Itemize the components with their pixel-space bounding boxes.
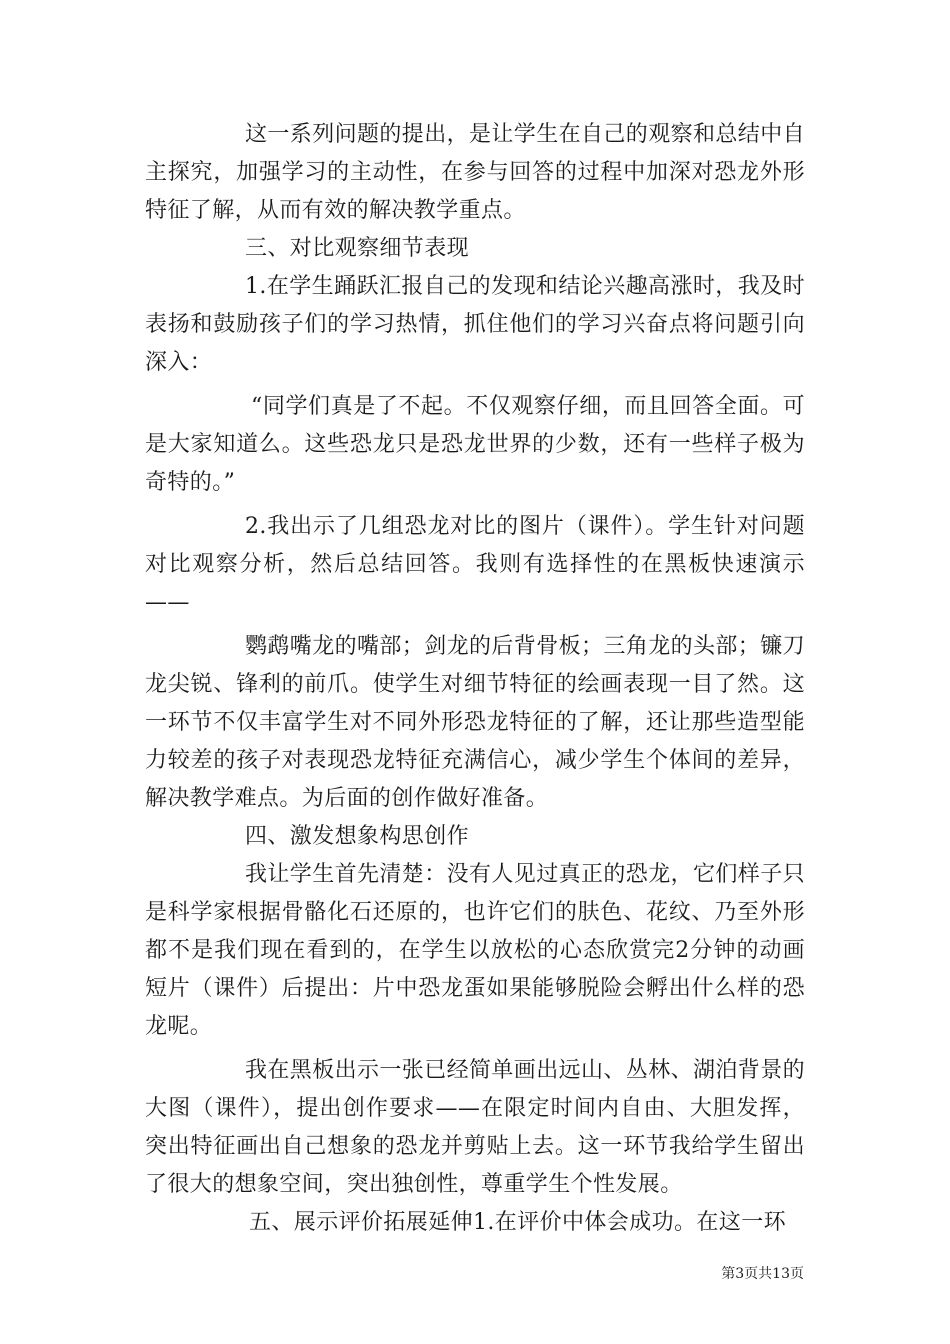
document-page	[145, 116, 805, 1242]
paragraph-imagination: 我让学生首先清楚：没有人见过真正的恐龙，它们样子只是科学家根据骨骼化石还原的，也许它们的肤色、花纹、乃至外形都不是我们现在看到的，在学生以放松的心态欣赏完2分钟的动画短片（课件）后提出：片中恐龙蛋如果能够脱险会孵出什么样的恐龙呢。	[145, 862, 806, 1039]
section-heading-3: 三、对比观察细节表现	[245, 236, 470, 261]
page-number-footer: 第3页共13页	[721, 1266, 804, 1282]
paragraph-quote: “同学们真是了不起。不仅观察仔细，而且回答全面。可是大家知道么。这些恐龙只是恐龙世界的少数，还有一些样子极为奇特的。”	[145, 394, 805, 495]
paragraph-details: 鹦鹉嘴龙的嘴部；剑龙的后背骨板；三角龙的头部；镰刀龙尖锐、锋利的前爪。使学生对细节特征的绘画表现一目了然。这一环节不仅丰富学生对不同外形恐龙特征的了解，还让那些造型能力较差的孩子对表现恐龙特征充满信心，减少学生个体间的差异，解决教学难点。为后面的创作做好准备。	[145, 634, 806, 811]
paragraph-creation: 我在黑板出示一张已经简单画出远山、丛林、湖泊背景的大图（课件），提出创作要求——在限定时间内自由、大胆发挥，突出特征画出自己想象的恐龙并剪贴上去。这一环节我给学生留出了很大的想象空间，突出独创性，尊重学生个性发展。	[145, 1058, 806, 1197]
paragraph-summary: 这一系列问题的提出，是让学生在自己的观察和总结中自主探究，加强学习的主动性，在参与回答的过程中加深对恐龙外形特征了解，从而有效的解决教学重点。	[145, 122, 806, 223]
section-heading-5: 五、展示评价拓展延伸1.在评价中体会成功。在这一环	[249, 1210, 786, 1235]
section-heading-4: 四、激发想象构思创作	[245, 824, 470, 849]
paragraph-step-2: 2.我出示了几组恐龙对比的图片（课件）。学生针对问题对比观察分析，然后总结回答。我则有选择性的在黑板快速演示——	[145, 514, 805, 615]
paragraph-step-1: 1.在学生踊跃汇报自己的发现和结论兴趣高涨时，我及时表扬和鼓励孩子们的学习热情，抓住他们的学习兴奋点将问题引向深入：	[145, 274, 805, 375]
